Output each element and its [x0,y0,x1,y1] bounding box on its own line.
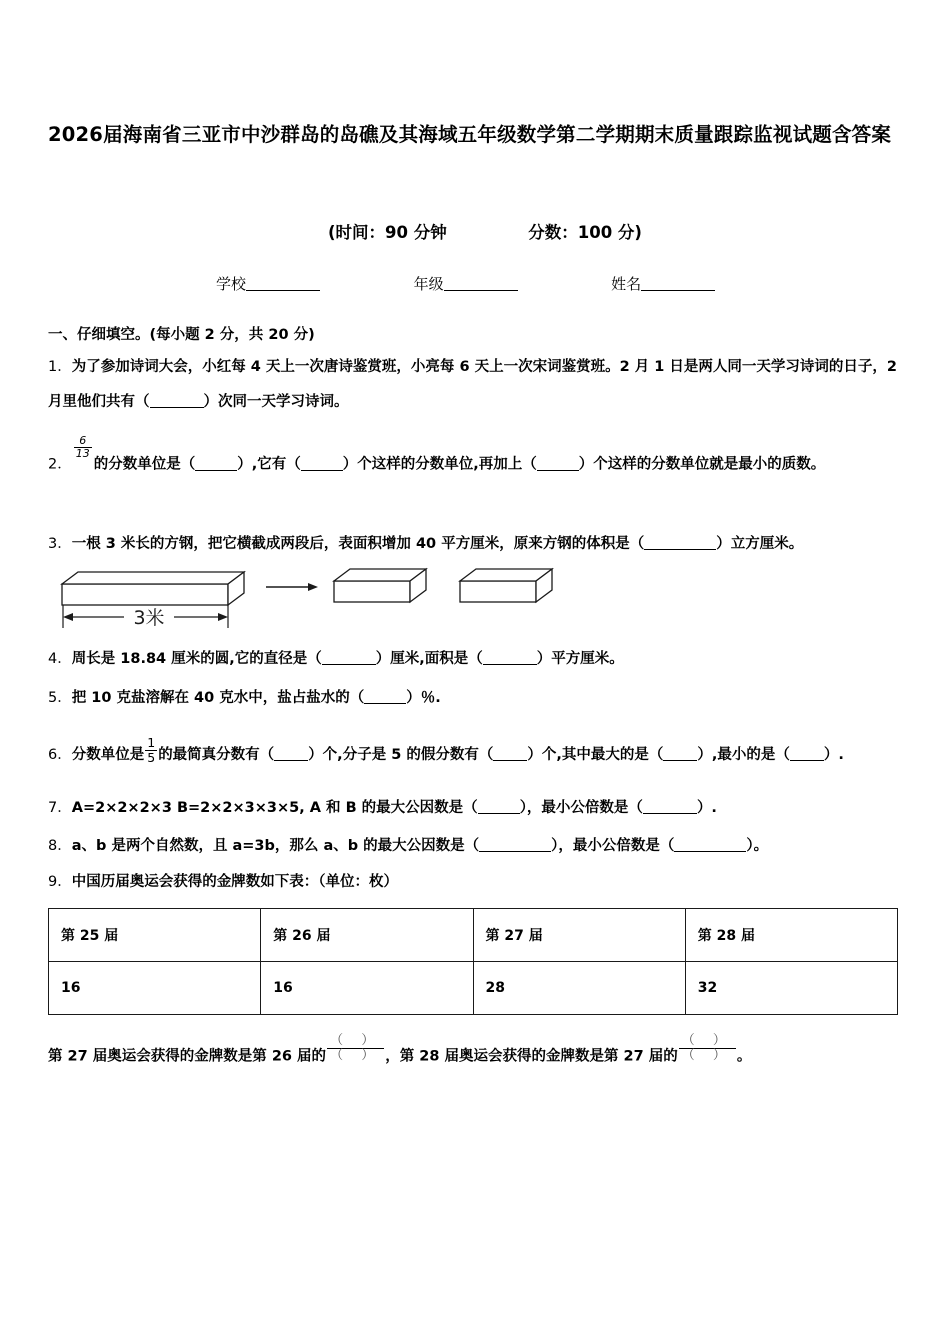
question-6-text-f: ）. [823,746,844,763]
school-field[interactable] [216,273,320,294]
question-9-followup-text-c: 。 [736,1047,752,1064]
page-content [48,0,902,1071]
table-row-values [49,961,898,1014]
question-9-blank-fraction-2[interactable] [679,1034,736,1065]
question-9-blank-fraction-2-denominator[interactable]: （ ） [679,1048,736,1064]
question-6-text-a: 分数单位是 [71,746,145,763]
question-2-text-a: 的分数单位是（ [93,456,196,473]
question-6-text-c: ）个,分子是 5 的假分数有（ [308,746,494,763]
question-6-fraction-denominator: 5 [147,750,156,766]
question-7 [48,791,902,826]
question-6-blank-3[interactable] [663,746,697,761]
table-value-28: 32 [685,961,897,1014]
question-9-blank-fraction-1-denominator[interactable]: （ ） [327,1048,384,1064]
question-4 [48,642,902,677]
school-label: 学校 [216,275,247,293]
question-5-text-a: 把 10 克盐溶解在 40 克水中，盐占盐水的（ [71,689,365,706]
student-fields-line [48,273,902,294]
grade-blank[interactable] [444,275,518,291]
question-3 [48,527,902,562]
question-6-blank-1[interactable] [274,746,308,761]
question-2-text-d: ）个这样的分数单位就是最小的质数。 [578,456,826,473]
dim-label-3m: 3米 [133,606,165,629]
question-2-text-c: ）个这样的分数单位,再加上（ [342,456,537,473]
question-9-blank-fraction-1-numerator[interactable]: （ ） [330,1032,382,1048]
grade-label: 年级 [413,275,444,293]
question-2-fraction-denominator: 13 [75,446,90,460]
exam-meta-line [48,219,902,243]
steel-bar-figure [56,564,902,636]
school-blank[interactable] [246,275,320,291]
question-6-number: 6． [48,746,72,763]
question-4-number: 4． [48,650,72,667]
question-9 [48,866,902,898]
question-3-text-b: ）立方厘米。 [716,535,804,552]
question-3-number: 3． [48,535,72,552]
piece-2-front-face [460,581,536,602]
question-2-fraction [74,435,92,459]
question-6-text-e: ）,最小的是（ [697,746,790,763]
name-label: 姓名 [611,275,642,293]
name-blank[interactable] [641,275,715,291]
table-value-26: 16 [261,961,473,1014]
question-1 [48,350,902,420]
table-row-headers [49,908,898,961]
table-header-28: 第 28 届 [685,908,897,961]
question-2-number: 2． [48,456,72,473]
question-4-text-c: ）平方厘米。 [536,650,624,667]
exam-time-label: (时间：90 分钟 [328,223,447,242]
question-2 [48,434,902,483]
table-header-26: 第 26 届 [261,908,473,961]
question-7-number: 7． [48,799,72,816]
question-9-text-a: 中国历届奥运会获得的金牌数如下表：（单位：枚） [71,873,398,890]
question-2-blank-1[interactable] [195,456,237,471]
question-2-blank-2[interactable] [301,456,343,471]
question-6-text-b: 的最简真分数有（ [158,746,275,763]
question-1-blank-1[interactable] [150,393,204,408]
question-8-number: 8． [48,837,72,854]
question-9-followup-text-a: 第 27 届奥运会获得的金牌数是第 26 届的 [48,1047,327,1064]
question-4-text-b: ）厘米,面积是（ [375,650,483,667]
section-heading-fill-in-blanks: 一、仔细填空。(每小题 2 分，共 20 分) [48,327,315,343]
question-8-text-b: ），最小公倍数是（ [551,837,675,854]
steel-bar-diagram-svg [56,564,576,636]
question-6-blank-2[interactable] [493,746,527,761]
medal-count-table [48,908,898,1015]
question-6-text-d: ）个,其中最大的是（ [527,746,664,763]
question-1-number: 1． [48,359,72,375]
question-2-fraction-numerator: 6 [79,434,87,447]
dim-arrowhead-left [63,613,73,621]
question-1-text-a: 为了参加诗词大会，小红每 4 天上一次唐诗鉴赏班，小亮每 6 天上一次宋词鉴赏班。2 月 1 日是两人同一天学习诗词的日子，2 月里他们共有（ [48,359,898,410]
question-6-fraction [145,736,157,765]
dim-arrowhead-right [218,613,228,621]
question-9-number: 9． [48,873,72,890]
question-8-text-c: ）。 [746,837,769,854]
long-bar-top-face [62,572,244,584]
question-4-text-a: 周长是 18.84 厘米的圆,它的直径是（ [71,650,322,667]
question-7-text-a: A=2×2×2×3 B=2×2×3×3×5, A 和 B 的最大公因数是（ [71,799,478,816]
question-9-blank-fraction-2-numerator[interactable]: （ ） [681,1032,733,1048]
question-7-blank-2[interactable] [643,799,697,814]
question-8 [48,830,902,862]
question-6-blank-4[interactable] [790,746,824,761]
question-9-followup-text-b: ，第 28 届奥运会获得的金牌数是第 27 届的 [385,1047,678,1064]
question-2-blank-3[interactable] [537,456,579,471]
table-value-25: 16 [49,961,261,1014]
question-4-blank-2[interactable] [483,650,537,665]
question-8-text-a: a、b 是两个自然数，且 a=3b，那么 a、b 的最大公因数是（ [71,837,480,854]
piece-1-front-face [334,581,410,602]
question-8-blank-1[interactable] [479,837,551,852]
grade-field[interactable] [414,273,518,294]
question-4-blank-1[interactable] [322,650,376,665]
question-5-blank-1[interactable] [364,689,406,704]
question-3-blank-1[interactable] [644,535,716,550]
question-5 [48,681,902,716]
question-5-number: 5． [48,689,72,706]
question-8-blank-2[interactable] [674,837,746,852]
table-value-27: 28 [473,961,685,1014]
exam-score-label: 分数：100 分) [528,223,642,242]
question-1-text-b: ）次同一天学习诗词。 [203,394,349,410]
name-field[interactable] [611,273,715,294]
page-title: 2026届海南省三亚市中沙群岛的岛礁及其海域五年级数学第二学期期末质量跟踪监视试题含答案 [48,123,892,146]
question-7-text-c: ）. [696,799,717,816]
long-bar-front-face [62,584,228,605]
transform-arrow-head [308,583,318,591]
question-5-text-b: ）％. [406,689,441,706]
question-2-text-b: ）,它有（ [237,456,301,473]
question-7-text-b: ），最小公倍数是（ [519,799,643,816]
table-header-25: 第 25 届 [49,908,261,961]
question-9-blank-fraction-1[interactable] [327,1034,384,1065]
question-6 [48,735,902,773]
question-3-text-a: 一根 3 米长的方钢，把它横截成两段后，表面积增加 40 平方厘米，原来方钢的体积是（ [71,535,645,552]
question-7-blank-1[interactable] [478,799,520,814]
question-9-followup [48,1032,902,1072]
question-6-fraction-numerator: 1 [147,735,156,751]
table-header-27: 第 27 届 [473,908,685,961]
